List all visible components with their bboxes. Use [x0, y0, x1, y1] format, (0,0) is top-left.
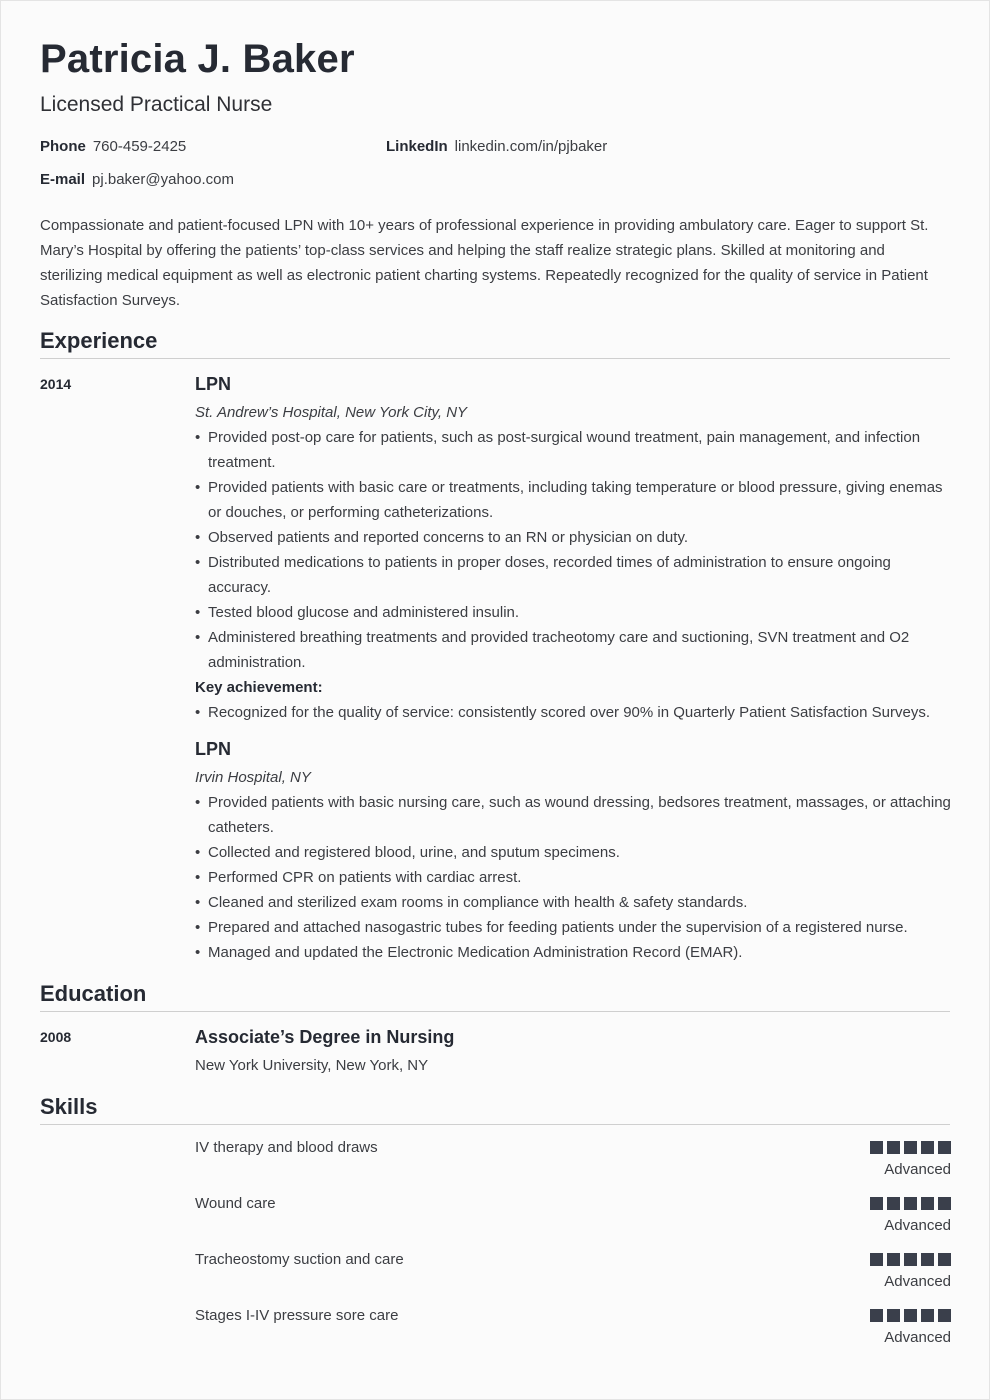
skill-row — [195, 1250, 951, 1298]
duty-item: • Managed and updated the Electronic Medication Administration Record (EMAR). — [195, 940, 951, 965]
skill-level: Advanced — [884, 1273, 951, 1290]
job-company: St. Andrew’s Hospital, New York City, NY — [195, 404, 468, 421]
rating-square — [870, 1253, 883, 1266]
email-value[interactable]: pj.baker@yahoo.com — [92, 171, 234, 188]
skill-rating — [870, 1197, 951, 1210]
achievement-item: • Recognized for the quality of service: consistently scored over 90% in Quarterly Patient Satisfaction Surveys. — [195, 700, 951, 725]
phone-value: 760-459-2425 — [92, 138, 187, 155]
job-duties — [195, 425, 951, 675]
rating-square — [938, 1197, 951, 1210]
contact-linkedin — [386, 138, 607, 155]
rating-square — [921, 1141, 934, 1154]
linkedin-label: LinkedIn — [386, 138, 448, 155]
candidate-title: Licensed Practical Nurse — [40, 93, 273, 116]
skill-rating — [870, 1253, 951, 1266]
rating-square — [870, 1141, 883, 1154]
duty-item: • Collected and registered blood, urine, and sputum specimens. — [195, 840, 951, 865]
rating-square — [904, 1253, 917, 1266]
duty-item: • Prepared and attached nasogastric tubes for feeding patients under the supervision of a registered nurse. — [195, 915, 951, 940]
contact-phone — [40, 138, 186, 155]
job-year: 2014 — [40, 376, 72, 392]
duty-item: • Cleaned and sterilized exam rooms in compliance with health & safety standards. — [195, 890, 951, 915]
skill-name: IV therapy and blood draws — [195, 1139, 378, 1156]
skill-level: Advanced — [884, 1217, 951, 1234]
duty-item: • Distributed medications to patients in proper doses, recorded times of administration to ensure ongoing accuracy. — [195, 550, 951, 600]
duty-item: • Performed CPR on patients with cardiac arrest. — [195, 865, 951, 890]
rating-square — [870, 1197, 883, 1210]
skill-row — [195, 1306, 951, 1354]
candidate-name: Patricia J. Baker — [40, 37, 355, 81]
rating-square — [887, 1141, 900, 1154]
skill-name: Tracheostomy suction and care — [195, 1251, 404, 1268]
phone-label: Phone — [40, 138, 86, 155]
key-achievement-label: Key achievement: — [195, 679, 323, 696]
education-heading: Education — [40, 981, 950, 1012]
rating-square — [887, 1309, 900, 1322]
rating-square — [870, 1309, 883, 1322]
rating-square — [921, 1309, 934, 1322]
skill-row — [195, 1194, 951, 1242]
skills-heading: Skills — [40, 1094, 950, 1125]
job-entry — [195, 372, 951, 725]
profile-summary: Compassionate and patient-focused LPN with 10+ years of professional experience in providing ambulatory care. Eager to support St. Mary’s Hospital by offering the patients’ top-class services and helping the staff realize strategic plans. Skilled at monitoring and sterilizing medical equipment as well as electronic patient charting systems. Repeatedly recognized for the quality of service in Patient Satisfaction Surveys. — [40, 217, 929, 309]
job-entry — [195, 737, 951, 965]
skill-row — [195, 1138, 951, 1186]
rating-square — [904, 1197, 917, 1210]
linkedin-value[interactable]: linkedin.com/in/pjbaker — [454, 138, 608, 155]
education-year: 2008 — [40, 1029, 72, 1045]
job-company: Irvin Hospital, NY — [195, 769, 311, 786]
education-degree: Associate’s Degree in Nursing — [195, 1027, 455, 1047]
rating-square — [887, 1197, 900, 1210]
rating-square — [921, 1197, 934, 1210]
duty-item: • Provided patients with basic care or treatments, including taking temperature or blood pressure, giving enemas or douches, or performing catheterizations. — [195, 475, 951, 525]
contact-email — [40, 171, 234, 188]
experience-heading: Experience — [40, 328, 950, 359]
skill-name: Wound care — [195, 1195, 276, 1212]
education-school: New York University, New York, NY — [195, 1057, 429, 1074]
job-title: LPN — [195, 374, 231, 394]
job-title: LPN — [195, 739, 231, 759]
email-label: E-mail — [40, 171, 86, 188]
rating-square — [887, 1253, 900, 1266]
rating-square — [904, 1309, 917, 1322]
skill-rating — [870, 1309, 951, 1322]
duty-item: • Administered breathing treatments and provided tracheotomy care and suctioning, SVN treatment and O2 administration. — [195, 625, 951, 675]
skill-rating — [870, 1141, 951, 1154]
duty-item: • Provided patients with basic nursing care, such as wound dressing, bedsores treatment, massages, or attaching catheters. — [195, 790, 951, 840]
job-duties — [195, 790, 951, 965]
rating-square — [938, 1253, 951, 1266]
rating-square — [938, 1309, 951, 1322]
rating-square — [904, 1141, 917, 1154]
rating-square — [938, 1141, 951, 1154]
education-entry — [195, 1025, 951, 1078]
duty-item: • Tested blood glucose and administered insulin. — [195, 600, 951, 625]
skill-level: Advanced — [884, 1161, 951, 1178]
duty-item: • Observed patients and reported concerns to an RN or physician on duty. — [195, 525, 951, 550]
skill-name: Stages I-IV pressure sore care — [195, 1307, 399, 1324]
duty-item: • Provided post-op care for patients, such as post-surgical wound treatment, pain management, and infection treatment. — [195, 425, 951, 475]
rating-square — [921, 1253, 934, 1266]
skill-level: Advanced — [884, 1329, 951, 1346]
key-achievements — [195, 700, 951, 725]
